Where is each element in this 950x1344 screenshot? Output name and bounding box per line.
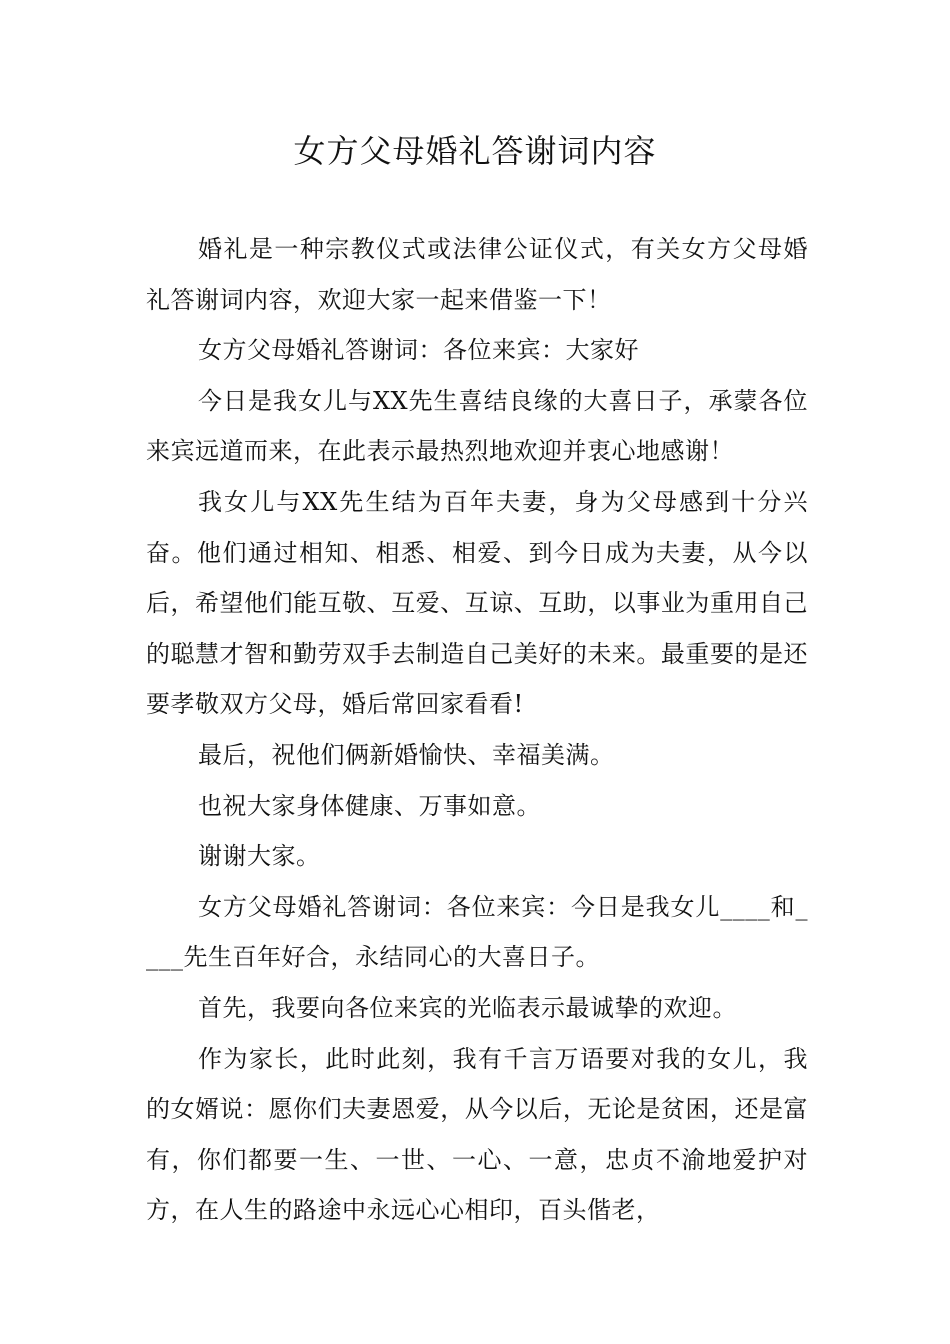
paragraph-first-welcome: 首先，我要向各位来宾的光临表示最诚挚的欢迎。	[198, 993, 737, 1022]
paragraph-parent-words: 作为家长，此时此刻，我有千言万语要对我的女儿，我的女婿说：愿你们夫妻恩爱，从今以后，无论是贫困，还是富有，你们都要一生、一世、一心、一意，忠贞不渝地爱护对方，在人生的路途中永远心心相印，百头偕老，	[146, 1044, 808, 1225]
document-title: 女方父母婚礼答谢词内容	[293, 132, 657, 170]
paragraph-welcome: 今日是我女儿与XX先生喜结良缘的大喜日子，承蒙各位来宾远道而来，在此表示最热烈地欢迎并衷心地感谢！	[146, 386, 808, 466]
paragraph-second-speech: 女方父母婚礼答谢词：各位来宾：今日是我女儿____和____先生百年好合，永结同心的大喜日子。	[146, 892, 808, 972]
paragraph-wishes: 也祝大家身体健康、万事如意。	[198, 791, 541, 820]
paragraph-thanks: 谢谢大家。	[198, 842, 321, 871]
document-body	[146, 224, 808, 1236]
paragraph-greeting: 女方父母婚礼答谢词：各位来宾：大家好	[198, 336, 639, 365]
paragraph-intro: 婚礼是一种宗教仪式或法律公证仪式，有关女方父母婚礼答谢词内容，欢迎大家一起来借鉴一下！	[146, 235, 808, 314]
paragraph-marriage: 我女儿与XX先生结为百年夫妻，身为父母感到十分兴奋。他们通过相知、相悉、相爱、到今日成为夫妻，从今以后，希望他们能互敬、互爱、互谅、互助，以事业为重用自己的聪慧才智和勤劳双手去制造自己美好的未来。最重要的是还要孝敬双方父母，婚后常回家看看!	[146, 487, 808, 719]
paragraph-blessing: 最后，祝他们俩新婚愉快、幸福美满。	[198, 740, 615, 769]
